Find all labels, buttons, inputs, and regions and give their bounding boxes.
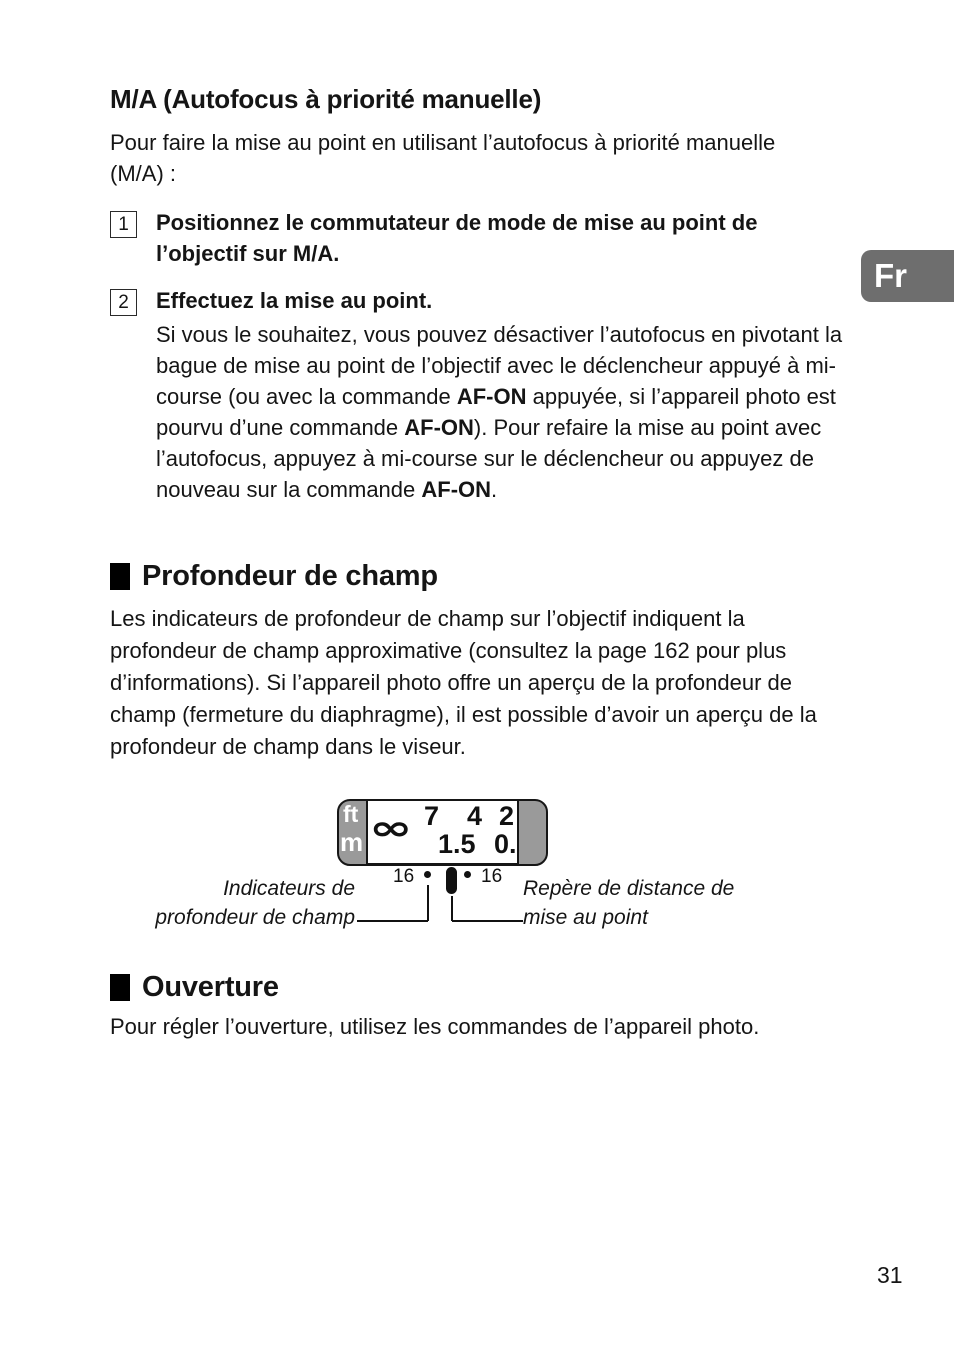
dof-indicator-16-right: 16 [481, 866, 503, 887]
page-number: 31 [877, 1262, 903, 1288]
lens-distance-scale-diagram [0, 790, 954, 950]
step-2-number-box: 2 [110, 289, 137, 316]
step-2-heading: Effectuez la mise au point. [156, 288, 433, 313]
section-heading-aperture [110, 971, 279, 1004]
callout-line-right-horizontal [452, 920, 523, 922]
step-1-heading: Positionnez le commutateur de mode de mise au point de l’objectif sur M/A. [156, 210, 758, 266]
page-title: M/A (Autofocus à priorité manuelle) [110, 84, 542, 114]
callout-line-left-horizontal [357, 920, 428, 922]
language-tab-fr: Fr [861, 250, 954, 302]
scale-value-m-0: 0. [494, 828, 517, 859]
focus-distance-mark-icon [446, 867, 457, 894]
label-depth-of-field-line1: Indicateurs de [223, 877, 355, 900]
callout-line-right-vertical [451, 896, 453, 921]
label-depth-of-field-indicators [95, 874, 355, 932]
scale-value-m-1-5: 1.5 [438, 828, 476, 859]
scale-value-ft-7: 7 [424, 800, 440, 831]
aperture-paragraph: Pour régler l’ouverture, utilisez les commandes de l’appareil photo. [110, 1014, 760, 1039]
label-focus-distance-line2: mise au point [523, 906, 648, 929]
unit-label-m: m [340, 827, 364, 857]
dof-dot-left-icon [424, 871, 431, 878]
intro-paragraph: Pour faire la mise au point en utilisant l’autofocus à priorité manuelle (M/A) : [110, 130, 776, 186]
lens-distance-window [366, 799, 519, 865]
label-focus-distance-line1: Repère de distance de [523, 877, 735, 900]
section-bullet-square-icon [110, 974, 130, 1001]
step-2 [110, 285, 846, 505]
scale-value-ft-2: 2 [499, 800, 515, 831]
section-heading-aperture-label: Ouverture [142, 971, 279, 1003]
dof-dot-right-icon [464, 871, 471, 878]
step-1-number-box: 1 [110, 211, 137, 238]
section-bullet-square-icon [110, 563, 130, 590]
infinity-symbol: ∞ [369, 808, 413, 848]
label-depth-of-field-line2: profondeur de champ [155, 906, 355, 929]
dof-indicator-16-left: 16 [393, 866, 415, 887]
lens-scale-housing [337, 799, 548, 866]
step-1 [110, 207, 846, 269]
scale-value-ft-4: 4 [467, 800, 483, 831]
section-heading-depth-of-field [110, 560, 438, 593]
depth-of-field-paragraph: Les indicateurs de profondeur de champ sur l’objectif indiquent la profondeur de champ approximative (consultez la page 162 pour plus d’informations). Si l’appareil photo offre un aperçu de la profondeur de champ (fermeture du diaphragme), il est possible d’avoir un aperçu de la profondeur de champ dans le viseur. [110, 606, 817, 759]
section-heading-depth-of-field-label: Profondeur de champ [142, 560, 438, 592]
label-focus-distance-mark [523, 874, 783, 932]
step-2-body: Si vous le souhaitez, vous pouvez désactiver l’autofocus en pivotant la bague de mise au point de l’objectif avec le déclencheur appuyé à mi-course (ou avec la commande AF-ON appuyée, si l’appareil photo est pourvu d’une commande AF-ON). Pour refaire la mise au point avec l’autofocus, appuyez à mi-course sur le déclencheur ou appuyez de nouveau sur la commande AF-ON. [156, 322, 843, 502]
callout-line-left-vertical [427, 885, 429, 921]
unit-label-ft: ft [343, 801, 359, 827]
